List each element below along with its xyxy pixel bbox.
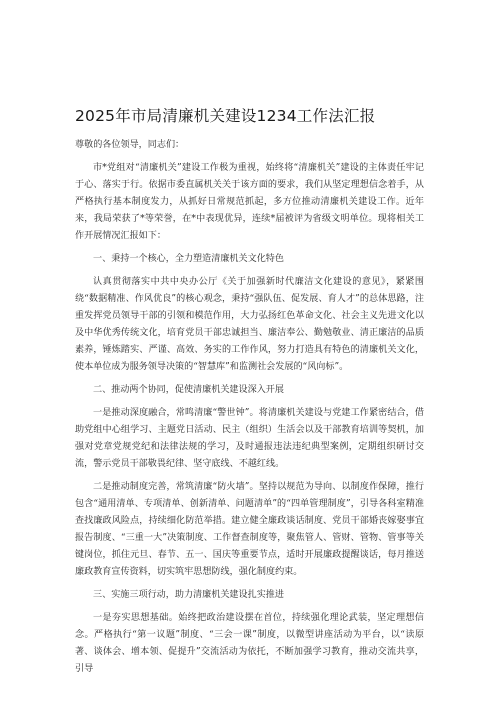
section-heading: 二、推动两个协同，促使清廉机关建设深入开展 — [93, 385, 284, 395]
section-heading: 一、秉持一个核心，全力塑造清廉机关文化特色 — [93, 254, 284, 264]
paragraph: 市*党组对“清廉机关”建设工作极为重视，始终将“清廉机关”建设的主体责任牢记于心、落实于行。依据市委直属机关关于该方面的要求，我们从坚定理想信念着手，从严格执行基本制度发力，从抓好日常规范抓起，多方位推动清廉机关建设工作。近年来，我局荣获了*等荣誉，在*中表现优异，连续*届被评为省级文明单位。现将相关工作开展情况汇报如下： — [75, 163, 424, 241]
section-heading: 三、实施三项行动，助力清廉机关建设扎实推进 — [93, 590, 284, 600]
paragraph: 认真贯彻落实中共中央办公厅《关于加强新时代廉洁文化建设的意见》，紧紧围绕“数据精准、作风优良”的核心观念，秉持“强队伍、促发展、育人才”的总体思路，注重发挥党员领导干部的引领和模范作用，大力弘扬红色革命文化、社会主义先进文化以及中华优秀传统文化，培育党员干部忠诚担当、廉洁奉公、勤勉敬业、清正廉洁的品质素养，锤炼踏实、严谨、高效、务实的工作作风，努力打造具有特色的清廉机关文化，使本单位成为服务领导决策的“智慧库”和监测社会发展的“风向标”。 — [75, 277, 424, 372]
paragraph: 一是夯实思想基础。始终把政治建设摆在首位，持续强化理论武装，坚定理想信念。严格执行“第一议题”制度、“三会一课”制度，以微型讲座活动为平台，以“读原著、谈体会、增本领、促提升”交流活动为依托，不断加强学习教育，推动交流共享，引导 — [75, 613, 424, 674]
paragraph-list — [75, 160, 424, 678]
salutation: 尊敬的各位领导，同志们： — [75, 140, 185, 150]
document-body — [75, 137, 424, 684]
paragraph: 二是推动制度完善，常筑清廉“防火墙”。坚持以规范为导向、以制度作保障，推行包含“通用清单、专项清单、创新清单、问题清单”的“四单管理制度”，引导各科室精准查找廉政风险点，持续细化防范举措。建立健全廉政谈话制度、党员干部婚丧嫁娶事宜报告制度、“三重一大”决策制度、工作督查制度等，聚焦管人、管财、管物、管事等关键岗位，抓住元旦、春节、五一、国庆等重要节点，适时开展廉政提醒谈话，每月推送廉政教育宣传资料，切实筑牢思想防线，强化制度约束。 — [75, 482, 424, 577]
paragraph: 一是推动深度融合，常鸣清廉“警世钟”。将清廉机关建设与党建工作紧密结合，借助党组中心组学习、主题党日活动、民主（组织）生活会以及干部教育培训等契机，加强对党章党规党纪和法律法规的学习，及时通报违法违纪典型案例，定期组织研讨交流，警示党员干部敬畏纪律、坚守底线、不越红线。 — [75, 408, 424, 469]
document-title: 2025年市局清廉机关建设1234工作法汇报 — [75, 107, 376, 125]
